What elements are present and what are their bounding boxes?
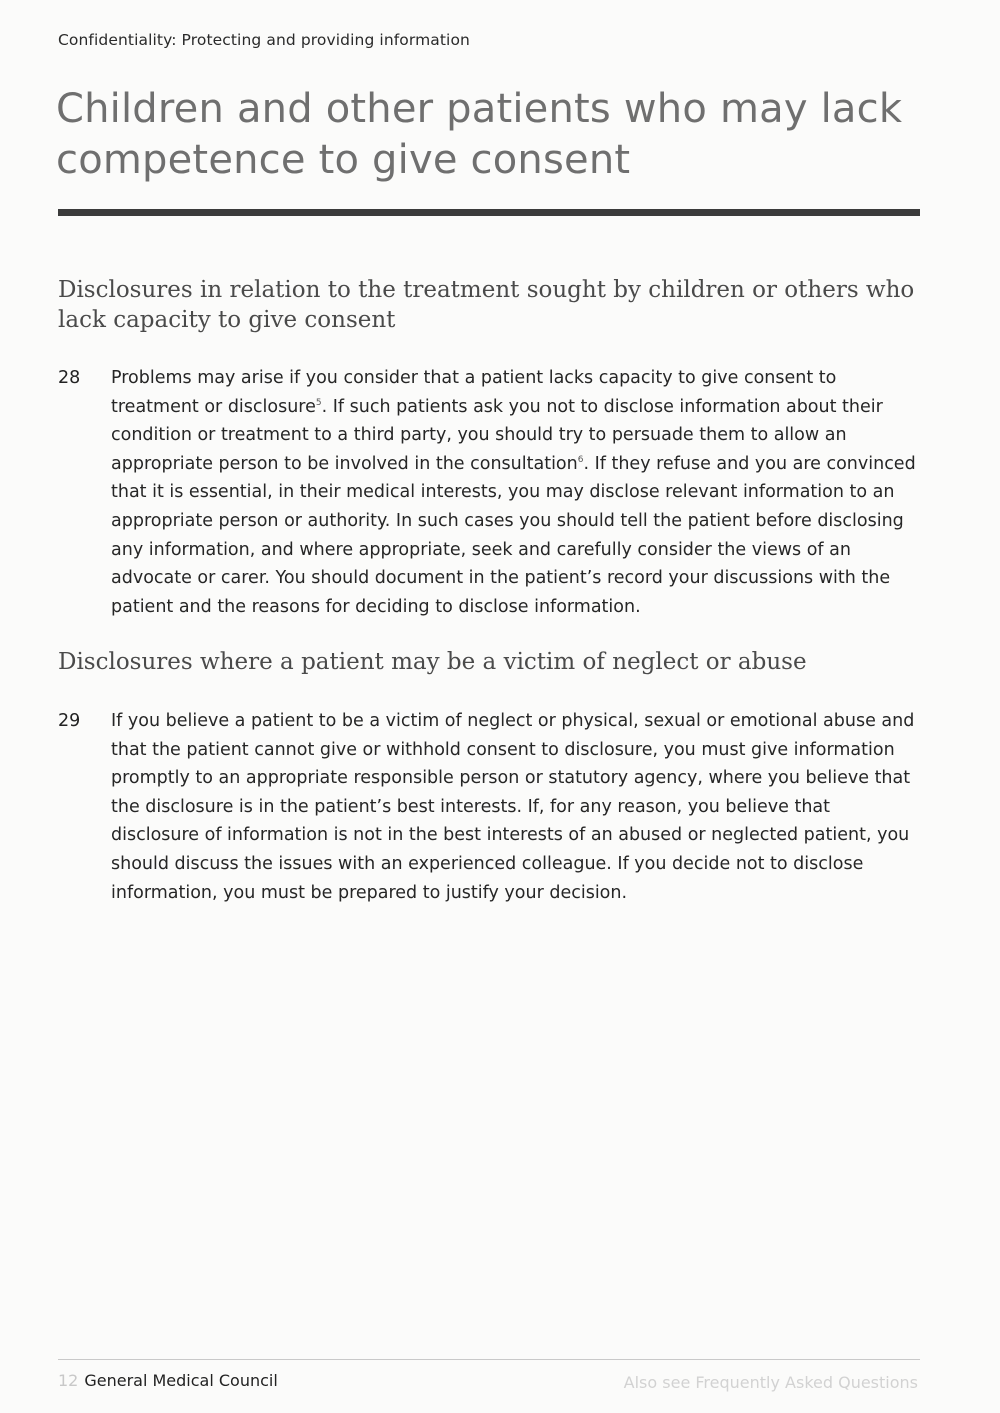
publisher-name: General Medical Council xyxy=(84,1371,278,1390)
page-number: 12 xyxy=(58,1371,79,1390)
running-header: Confidentiality: Protecting and providing information xyxy=(58,31,470,49)
section-heading-neglect-abuse: Disclosures where a patient may be a victim of neglect or abuse xyxy=(58,649,807,675)
paragraph-text-part: Problems may arise if you consider that a patient lacks capacity to give consent to treatment or disclosure xyxy=(111,368,837,417)
footer-publisher xyxy=(58,1371,278,1390)
paragraph-number: 28 xyxy=(58,368,81,388)
paragraph-text-part: . If such patients ask you not to disclose information about their condition or treatment to a third party, you should try to persuade them to allow an appropriate person to be involved in the consultation xyxy=(111,396,883,474)
section-heading-treatment: Disclosures in relation to the treatment sought by children or others who lack capacity to give consent xyxy=(58,277,915,333)
footnote-marker: 5 xyxy=(315,397,322,408)
title-divider xyxy=(58,209,920,216)
paragraph-number: 29 xyxy=(58,711,81,731)
page-title: Children and other patients who may lack competence to give consent xyxy=(56,86,903,183)
footnote-marker: 6 xyxy=(577,454,584,465)
footer-divider xyxy=(58,1359,920,1360)
paragraph-text-part: . If they refuse and you are convinced that it is essential, in their medical interests, you may disclose relevant information to an appropriate person or authority. In such cases you should tell the patient before disclosing any information, and where appropriate, seek and carefully consider the views of an advocate or carer. You should document in the patient’s record your discussions with the patient and the reasons for deciding to disclose information. xyxy=(111,453,916,617)
footer-faq-note: Also see Frequently Asked Questions xyxy=(623,1373,918,1392)
paragraph-text xyxy=(111,364,922,621)
paragraph-text: If you believe a patient to be a victim of neglect or physical, sexual or emotional abuse and that the patient cannot give or withhold consent to disclosure, you must give information promptly to an appropriate responsible person or statutory agency, where you believe that the disclosure is in the patient’s best interests. If, for any reason, you believe that disclosure of information is not in the best interests of an abused or neglected patient, you should discuss the issues with an experienced colleague. If you decide not to disclose information, you must be prepared to justify your decision. xyxy=(111,711,915,903)
